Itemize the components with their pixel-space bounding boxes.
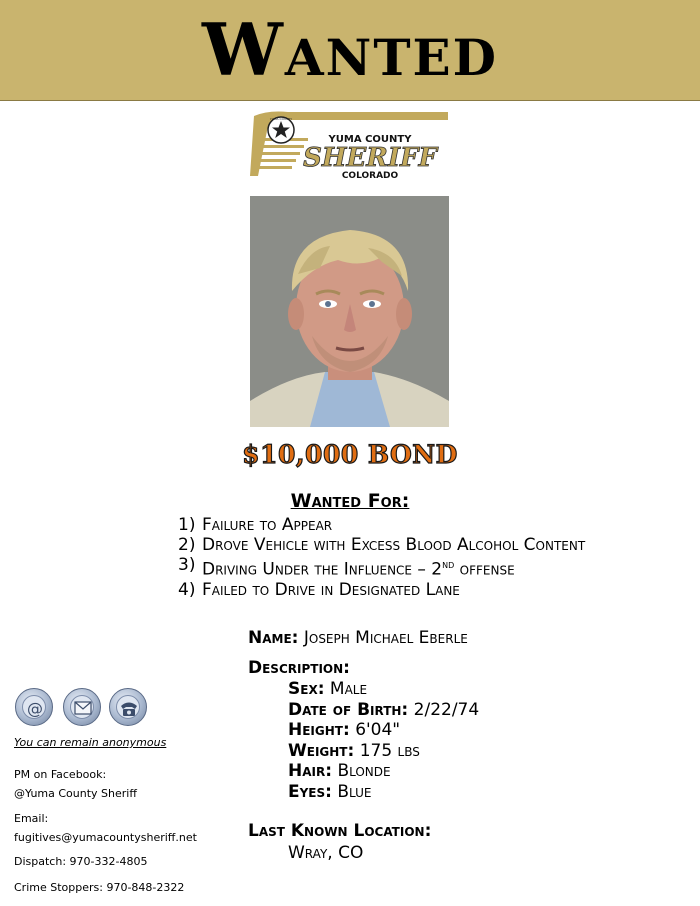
logo-sheriff: SHERIFF xyxy=(303,143,437,173)
bond-amount: $10,000 BOND xyxy=(242,440,458,469)
facebook-handle[interactable]: @Yuma County Sheriff xyxy=(14,787,137,800)
suspect-photo xyxy=(250,196,449,427)
contact-icons xyxy=(15,688,155,728)
logo-state: COLORADO xyxy=(341,171,399,181)
charges-list xyxy=(178,515,678,600)
desc-dob: Date of Birth: 2/22/74 xyxy=(288,699,480,720)
wanted-for-heading: Wanted For: xyxy=(290,490,410,512)
description-list xyxy=(288,679,479,803)
desc-hair: Hair: Blonde xyxy=(288,761,391,782)
charge-item: 1) Failure to Appear xyxy=(178,515,333,535)
facebook-label: PM on Facebook: xyxy=(14,768,107,781)
email-label: Email: xyxy=(14,812,49,825)
charge-item: 2) Drove Vehicle with Excess Blood Alcohol Content xyxy=(178,535,586,555)
charge-item: 3) Driving Under the Influence – 2nd offense xyxy=(178,555,515,580)
svg-text:@: @ xyxy=(27,699,43,718)
desc-weight: Weight: 175 lbs xyxy=(288,740,420,761)
location-value: Wray, CO xyxy=(288,843,364,863)
charge-item: 4) Failed to Drive in Designated Lane xyxy=(178,579,460,600)
dispatch-phone: Dispatch: 970-332-4805 xyxy=(14,855,148,868)
mail-icon[interactable] xyxy=(63,688,101,726)
description-heading: Description: xyxy=(248,658,350,678)
phone-icon[interactable] xyxy=(109,688,147,726)
page-title: Wanted xyxy=(201,7,499,92)
desc-eyes: Eyes: Blue xyxy=(288,781,372,802)
svg-text:YUMA COUNTY: YUMA COUNTY xyxy=(269,117,293,121)
logo-county: YUMA COUNTY xyxy=(328,134,412,145)
header-banner xyxy=(0,0,700,101)
location-heading: Last Known Location: xyxy=(248,821,432,841)
desc-height: Height: 6'04" xyxy=(288,720,401,741)
crime-stoppers-phone: Crime Stoppers: 970-848-2322 xyxy=(14,881,185,894)
suspect-name: Name: Joseph Michael Eberle xyxy=(248,628,468,648)
email-icon[interactable] xyxy=(15,688,53,726)
sheriff-logo xyxy=(248,110,452,182)
anonymous-note: You can remain anonymous xyxy=(14,736,167,749)
sheriff-logo-graphic xyxy=(248,110,452,182)
desc-sex: Sex: Male xyxy=(288,679,368,699)
email-address[interactable]: fugitives@yumacountysheriff.net xyxy=(14,831,197,844)
